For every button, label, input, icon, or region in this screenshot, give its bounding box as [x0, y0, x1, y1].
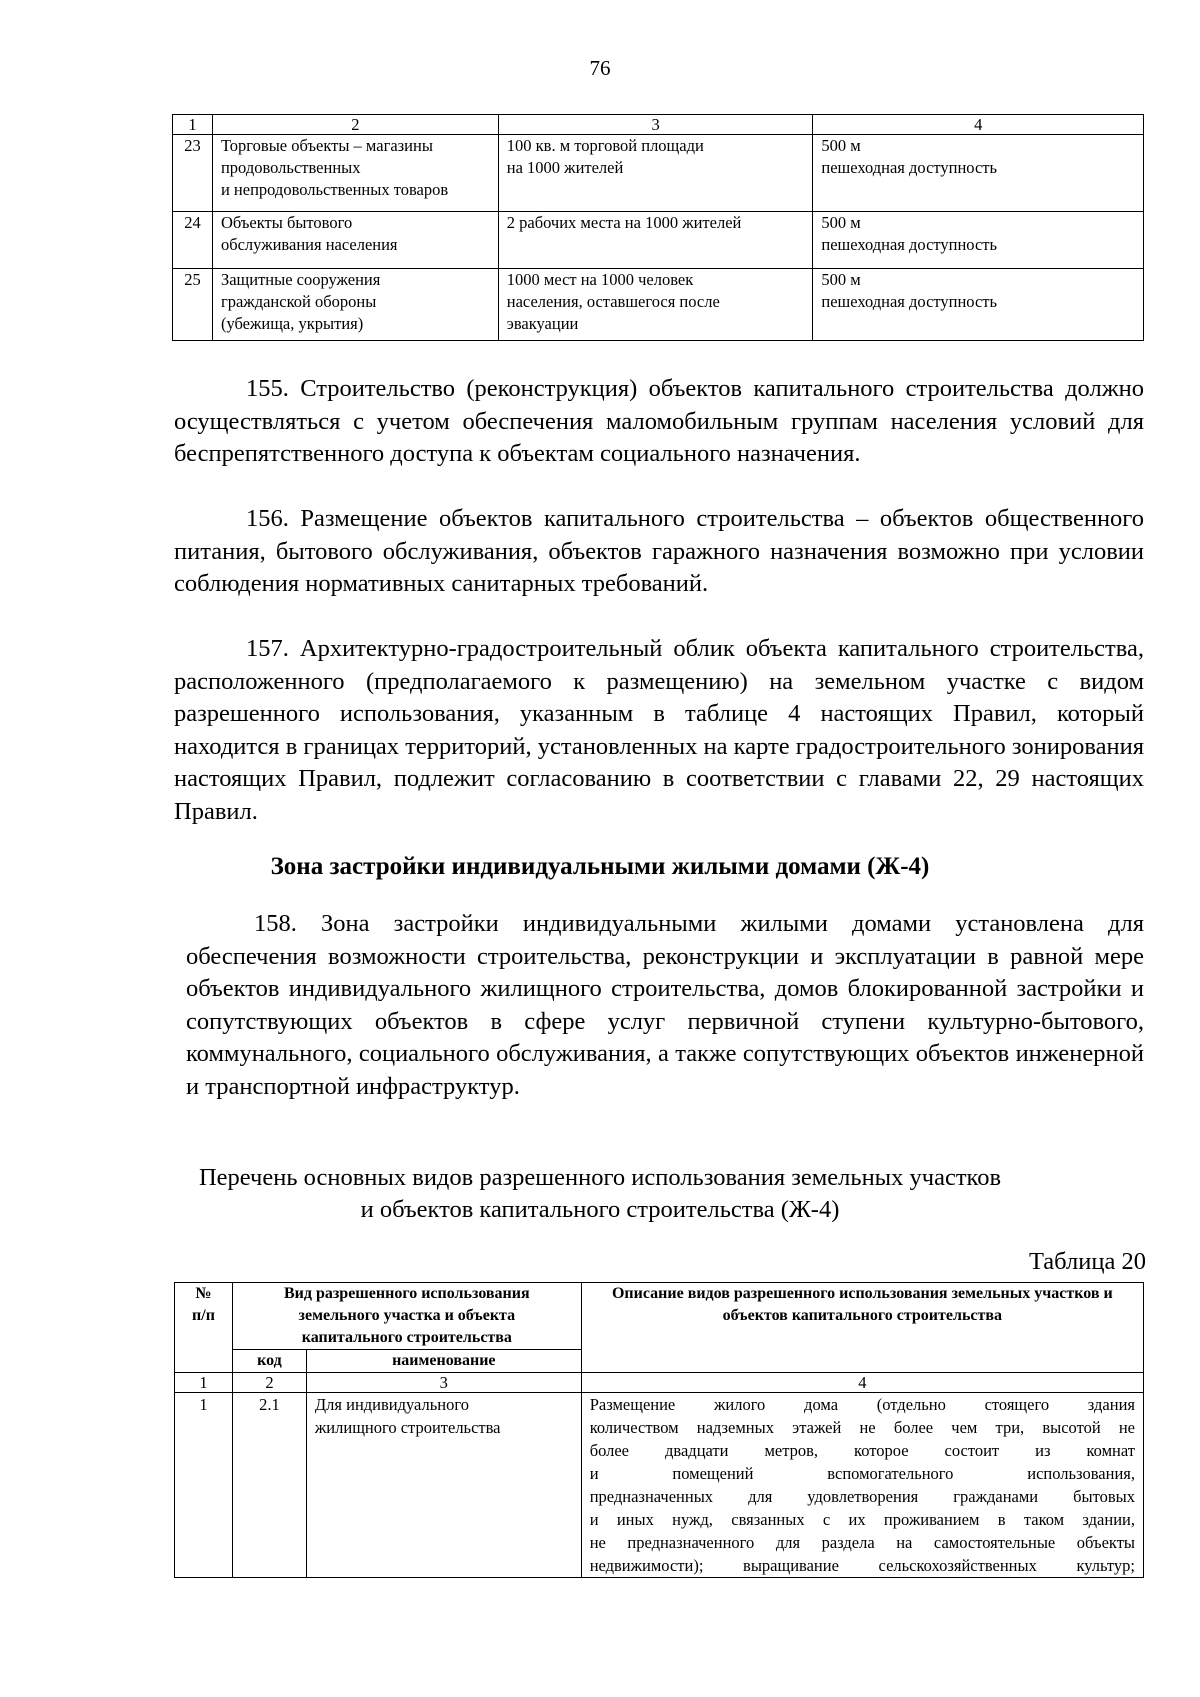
use-name: Для индивидуального жилищного строительства: [306, 1393, 581, 1578]
table-row: [173, 269, 1144, 341]
object-type-cell: Защитные сооружения гражданской обороны (убежища, укрытия): [212, 269, 498, 341]
column-number: 1: [175, 1373, 233, 1393]
row-number: 24: [173, 212, 213, 269]
paragraph-text: 157. Архитектурно-градостроительный облик объекта капитального строительства, расположенного (предполагаемого к размещению) на земельном участке с видом разрешенного использования, указанным в таблице 4 настоящих Правил, который находится в границах территорий, установленных на карте градостроительного зонирования настоящих Правил, подлежит согласованию в соответствии с главами 22, 29 настоящих Правил.: [174, 635, 1144, 825]
description-line: количеством надземных этажей не более чем три, высотой не: [589, 1418, 1135, 1437]
use-code: 2.1: [232, 1393, 306, 1578]
accessibility-cell: 500 м пешеходная доступность: [813, 135, 1144, 212]
header-description: Описание видов разрешенного использования земельных участков и объектов капитального строительства: [581, 1283, 1143, 1373]
page-number: 76: [589, 56, 611, 80]
section-heading: Зона застройки индивидуальными жилыми домами (Ж-4): [270, 853, 930, 880]
row-number: 1: [175, 1393, 233, 1578]
header-use-type: Вид разрешенного использования земельного участка и объекта капитального строительства: [232, 1283, 581, 1350]
description-line: Размещение жилого дома (отдельно стоящего здания: [589, 1395, 1135, 1414]
header-code: код: [232, 1350, 306, 1373]
table-row: [175, 1393, 1144, 1578]
description-line: предназначенных для удовлетворения гражданами бытовых: [589, 1487, 1135, 1506]
use-description: [581, 1393, 1143, 1578]
table-header-row: [175, 1283, 1144, 1350]
row-number: 23: [173, 135, 213, 212]
column-number: 3: [498, 115, 813, 135]
column-number: 4: [813, 115, 1144, 135]
column-numbers-row: [175, 1373, 1144, 1393]
column-number: 2: [212, 115, 498, 135]
norm-cell: 100 кв. м торговой площади на 1000 жителей: [498, 135, 813, 212]
table-label: Таблица 20: [1028, 1248, 1146, 1275]
description-line: и помещений вспомогательного использования,: [589, 1464, 1135, 1483]
services-norms-table: [172, 114, 1144, 341]
column-number: 2: [232, 1373, 306, 1393]
paragraph-text: 155. Строительство (реконструкция) объектов капитального строительства должно осуществляться с учетом обеспечения маломобильным группам населения условий для беспрепятственного доступа к объектам социального назначения.: [174, 375, 1144, 467]
accessibility-cell: 500 м пешеходная доступность: [813, 212, 1144, 269]
object-type-cell: Объекты бытового обслуживания населения: [212, 212, 498, 269]
header-number: № п/п: [175, 1283, 233, 1373]
header-name: наименование: [306, 1350, 581, 1373]
column-number: 4: [581, 1373, 1143, 1393]
norm-cell: 2 рабочих места на 1000 жителей: [498, 212, 813, 269]
permitted-use-table: [174, 1282, 1144, 1578]
description-line: недвижимости); выращивание сельскохозяйственных культур;: [589, 1556, 1135, 1575]
accessibility-cell: 500 м пешеходная доступность: [813, 269, 1144, 341]
description-line: более двадцати метров, которое состоит из комнат: [589, 1441, 1135, 1460]
table-caption: Перечень основных видов разрешенного использования земельных участков и объектов капитального строительства (Ж-4): [198, 1164, 1002, 1223]
norm-cell: 1000 мест на 1000 человек населения, оставшегося после эвакуации: [498, 269, 813, 341]
paragraph-text: 156. Размещение объектов капитального строительства – объектов общественного питания, бытового обслуживания, объектов гаражного назначения возможно при условии соблюдения нормативных санитарных требований.: [174, 505, 1144, 597]
column-number: 3: [306, 1373, 581, 1393]
table-header-row: [173, 115, 1144, 135]
paragraph-156: [174, 503, 1144, 601]
paragraph-155: [174, 373, 1144, 471]
paragraph-text: 158. Зона застройки индивидуальными жилыми домами установлена для обеспечения возможности строительства, реконструкции и эксплуатации в равной мере объектов индивидуального жилищного строительства, домов блокированной застройки и сопутствующих объектов в сфере услуг первичной ступени культурно-бытового, коммунального, социального обслуживания, а также сопутствующих объектов инженерной и транспортной инфраструктур.: [186, 910, 1144, 1100]
row-number: 25: [173, 269, 213, 341]
object-type-cell: Торговые объекты – магазины продовольственных и непродовольственных товаров: [212, 135, 498, 212]
paragraph-157: [174, 633, 1144, 828]
column-number: 1: [173, 115, 213, 135]
table-row: [173, 135, 1144, 212]
description-line: не предназначенного для раздела на самостоятельные объекты: [589, 1533, 1135, 1552]
description-line: и иных нужд, связанных с их проживанием в таком здании,: [589, 1510, 1135, 1529]
table-row: [173, 212, 1144, 269]
paragraph-158: [186, 908, 1144, 1103]
